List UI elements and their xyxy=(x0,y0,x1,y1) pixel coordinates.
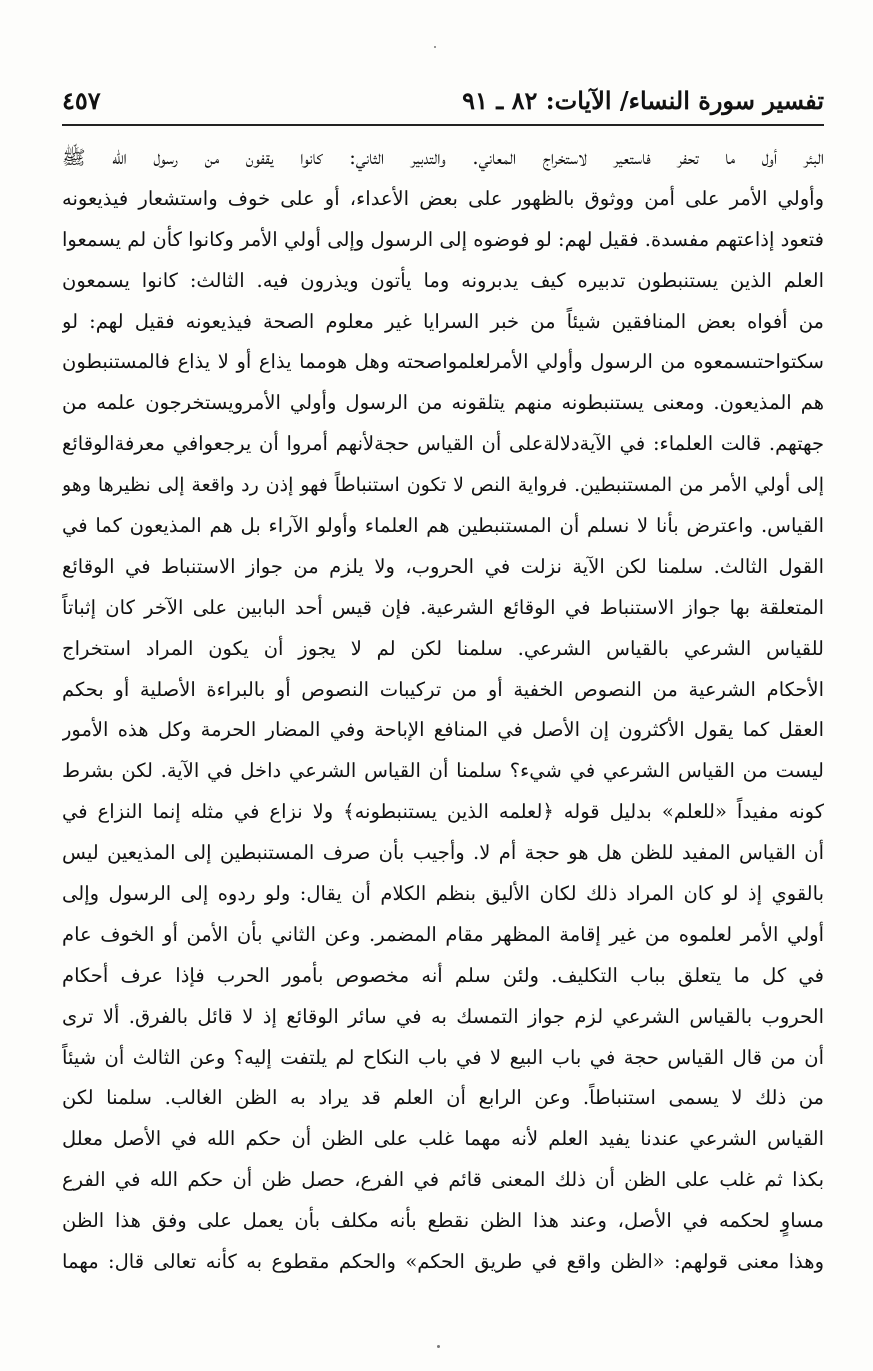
text-line: في كل ما يتعلق بباب التكليف. ولئن سلم أنه مخصوص بأمور الحرب فإذا عرف أحكام xyxy=(62,963,824,987)
text-line: سكتواحتىسمعوه من الرسول وأولي الأمرلعلمواصحته وهل هومما يذاع أو لا يذاع فالمستنبطون xyxy=(62,350,824,374)
text-line: فتعود إذاعتهم مفسدة. فقيل لهم: لو فوضوه إلى الرسول وإلى أولي الأمر وكانوا كأن لم يسمعوا xyxy=(62,227,824,251)
body-text xyxy=(62,138,824,1283)
text-line: هم المذيعون. ومعنى يستنبطونه منهم يتلقونه من الرسول وأولي الأمرويستخرجون علمه من xyxy=(62,391,824,415)
text-line: من ذلك لا يسمى استنباطاً. وعن الرابع أن العلم قد يراد به الظن الغالب. سلمنا لكن xyxy=(62,1086,824,1110)
scan-speck xyxy=(434,46,436,48)
text-line: وأولي الأمر على أمن ووثوق بالظهور على بعض الأعداء، أو على خوف واستشعار فيذيعونه xyxy=(62,186,824,210)
page-number: ٤٥٧ xyxy=(62,86,101,115)
text-line: إلى أولي الأمر من المستنبطين. فرواية النص لا تكون استنباطاً فهو إذن رد واقعة إلى نظيرها وهو xyxy=(62,474,824,497)
text-line: القول الثالث. سلمنا لكن الآية نزلت في الحروب، ولا يلزم من جواز الاستنباط في الوقائع xyxy=(62,554,824,578)
text-line: القياس. واعترض بأنا لا نسلم أن المستنبطين هم العلماء وأولو الآراء بل هم المذيعون كما في xyxy=(62,514,824,538)
text-line: أولي الأمر لعلموه من غير إقامة المظهر مقام المضمر. وعن الثاني بأن الأمن أو الخوف عام xyxy=(62,922,824,946)
text-line: الأحكام الشرعية من النصوص الخفية أو من تركيبات النصوص أو بالبراءة الأصلية أو بحكم xyxy=(62,677,824,701)
text-line: جهتهم. قالت العلماء: في الآيةدلالةعلى أن القياس حجةلأنهم أمروا أن يرجعوافي معرفةالوقائع xyxy=(62,432,824,456)
text-line: بالقوي إذ لو كان المراد ذلك لكان الأليق بنظم الكلام أن يقال: ولو ردوه إلى الرسول وإلى xyxy=(62,882,824,906)
text-line: للقياس الشرعي بالقياس الشرعي. سلمنا لكن لم لا يجوز أن يكون المراد استخراج xyxy=(62,636,824,660)
running-title: تفسير سورة النساء/ الآيات: ٨٢ ـ ٩١ xyxy=(462,86,824,115)
page-header xyxy=(62,82,824,122)
text-line: البئر أول ما تحفر فاستعير لاستخراج المعاني. والتدبير الثاني: كانوا يقفون من رسول الله ﷺ xyxy=(62,146,824,169)
text-line: بكذا ثم غلب على الظن أن ذلك المعنى قائم في الفرع، حصل ظن أن حكم الله في الفرع xyxy=(62,1168,824,1192)
text-line: من أفواه بعض المنافقين شيئاً من خبر السرايا غير معلوم الصحة فيذيعونه فقيل لهم: لو xyxy=(62,309,824,333)
text-line: العلم الذين يستنبطون تدبيره كيف يدبرونه وما يأتون ويذرون فيه. الثالث: كانوا يسمعون xyxy=(62,268,824,292)
text-line: ليست من القياس الشرعي في شيء؟ سلمنا أن القياس الشرعي داخل في الآية. لكن بشرط xyxy=(62,759,824,783)
text-line: مساوٍ لحكمه في الأصل، وعند هذا الظن نقطع بأنه مكلف بأن يعمل على وفق هذا الظن xyxy=(62,1209,824,1233)
scan-speck xyxy=(437,1345,440,1348)
text-line: الحروب بالقياس الشرعي لزم جواز التمسك به في سائر الوقائع إذ لا قائل بالفرق. ألا ترى xyxy=(62,1004,824,1028)
text-line: القياس الشرعي عندنا يفيد العلم لأنه مهما غلب على الظن أن حكم الله في الأصل معلل xyxy=(62,1127,824,1151)
text-line: أن من قال القياس حجة في باب البيع لا في باب النكاح لم يلتفت إليه؟ وعن الثالث أن شيئاً xyxy=(62,1045,824,1069)
text-line: العقل كما يقول الأكثرون إن الأصل في المنافع الإباحة وفي المضار الحرمة وكل هذه الأمور xyxy=(62,718,824,742)
text-line: كونه مفيداً «للعلم» بدليل قوله ﴿لعلمه الذين يستنبطونه﴾ ولا نزاع في مثله إنما النزاع في xyxy=(62,800,824,824)
text-line: المتعلقة بها جواز الاستنباط في الوقائع الشرعية. فإن قيس أحد البابين على الآخر كان إثباتاً xyxy=(62,595,824,619)
text-line: وهذا معنى قولهم: «الظن واقع في طريق الحكم» والحكم مقطوع به كأنه تعالى قال: مهما xyxy=(62,1250,824,1274)
text-line: أن القياس المفيد للظن هل هو حجة أم لا. وأجيب بأن صرف المستنبطين إلى المذيعين ليس xyxy=(62,841,824,865)
header-rule xyxy=(62,124,824,126)
